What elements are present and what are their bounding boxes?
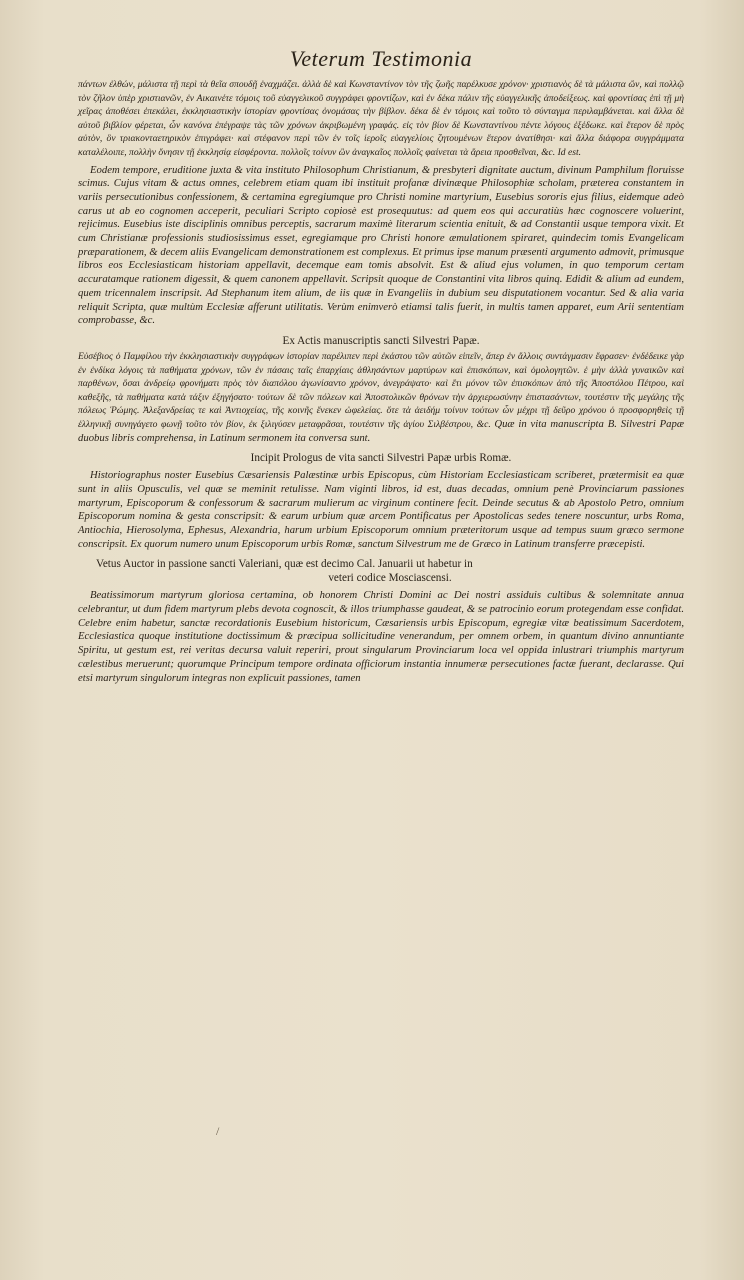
- section-heading-valeriani: [96, 557, 684, 585]
- latin-intro-2: Quæ in vita manuscripta B. Silvestri Papæ duobus libris comprehensa, in Latinum sermonem ita conversa sunt.: [78, 417, 684, 444]
- section-heading-prologus: Incipit Prologus de vita sancti Silvestri Papæ urbis Romæ.: [250, 452, 512, 465]
- latin-paragraph-1: Eodem tempore, eruditione juxta & vita instituto Philosophum Christianum, & presbyteri dignitate auctum, divinum Pamphilum floruisse scimus. Cujus vitam & actus omnes, celebrem etiam quam ibi instituit profanæ divinæque Philosophiæ scholam, præterea constantem in variis persecutionibus confessionem, & certamina egregiumque pro Christi nomine martyrium, Eusebius sororis ejus filius, eidemque adeò carus ut ab eo cognomen acceperit, peculiari Scripto copiosè est prosequutus: ad quem eos qui accuratiùs hæc cognoscere voluerint, rejicimus. Eusebius iste disciplinis omnibus perceptis, sacrarum maximè literarum scientia enituit, & ad Constantii usque tempora vixit. Et cum Christianæ professionis studiosissimus esset, egregiamque pro Christi honore æmulationem spiraret, quindecim tomis Evangelicam præparationem, & decem aliis Evangelicam demonstrationem est complexus. Et primus ipse manum præsenti argumento admovit, primusque libros eos Ecclesiasticam historiam appellavit, decemque eam tomis absolvit. Est & aliud ejus volumen, in quo temporum certam accuratamque rationem digessit, & quem canonem appellavit. Scripsit quoque de Constantini vita libros quinq. Edidit & alium ad eundem, quem tricennalem inscripsit. Ad Stephanum item alium, de iis quæ in Evangeliis in dubium seu disputationem vocantur. Sed & alia varia reliquit Scripta, quæ multùm Ecclesiæ afferunt utilitatis. Verùm enimverò etiamsi talis fuerit, in multis tamen apparet, eum Arii sententiam comprobasse, &c.: [78, 163, 684, 327]
- page-content: [78, 46, 684, 685]
- latin-paragraph-valeriani: Beatissimorum martyrum gloriosa certamina, ob honorem Christi Domini ac Dei nostri assiduis cultibus & solemnitate annua celebrantur, ut dum fidem martyrum plebs devota cognoscit, & illos triumphasse gaudeat, & se patrocinio eorum protegendam esse confidat. Celebre enim habetur, sanctæ recordationis Eusebium historicum, Cæsariensis urbis Episcopum, egregiæ vitæ beatissimum Sacerdotem, Ecclesiastica quoque institutione doctissimum & præcipua sollicitudine venerandum, per omnem orbem, in quantum divino annuntiante Spiritu, ut gestum est, rei veritas decursa valuit reperiri, prout singularum Provinciarum loca vel oppida inlustrari triumphis martyrum cælestibus meruerunt; quorumque Principum tempore ordinata officiorum instantia innumeræ persecutiones factæ fuerant, declarasse. Qui etsi martyrum singulorum integras non explicuit passiones, tamen: [78, 589, 684, 684]
- section-heading-silvestri-acta: Ex Actis manuscriptis sancti Silvestri Papæ.: [282, 335, 480, 347]
- greek-paragraph-2: [78, 350, 684, 445]
- greek-text-2: Εὐσέβιος ὁ Παμφίλου τὴν ἐκκλησιαστικὴν συγγράφων ἱστορίαν παρέλιπεν περὶ ἐκάστου τῶν αὐτῶν εἰπεῖν, ἅπερ ἐν ἄλλοις συντάγμασιν ἔφρασεν· ἐνδέδεικε γὰρ ἐν ἐνδίκα λόγοις τὰ παθήματα χρόνων, τῶν ἐν πάσαις ταῖς ἐπαρχίαις ἀθλησάντων μαρτύρων καὶ ἐπισκόπων, καὶ ὁμολογητῶν. ἐ μὴν ἀλλὰ γυναικῶν καὶ παρθένων, ὅσαι ἀνδρείῳ φρονήματι πρὸς τὸν διαπόλου ἀγωνίσαντο χρόνον, ἀνεγράψατο· καὶ ἔτι μόνον τῶν ἐπισκόπων ἀπὸ τῆς Ἀποστόλου Πέτρου, καὶ καθεξῆς, τὰ παθήματα κατὰ τάξιν ἐξηγήσατο· τούτων δὲ τῶν πόλεων καὶ Ἀποστολικῶν θρόνων τὴν ἀρχιερωσύνην ἐπιστασάντων, τουτέστιν τῆς μεγάλης τῆς πόλεως Ῥώμης. Ἀλεξανδρείας τε καὶ Ἀντιοχείας, τῆς κοινῆς ἕνεκεν ὠφελείας. ὅτε τὰ ἀειδήμ τοίνυν τούτων ὧν μέχρι τῇ δεῦρο χρόνου ὁ προσφορηθεὶς τῇ ἑλληνικῇ συνηγάγετο φωνῇ τοῦτο τὸν βίον, ἐκ ξιλιγύσεν μεταφρᾶσαι, τουτέστιν τῆς ἁγίου Σιλβέστρου, &c.: [78, 351, 684, 430]
- greek-paragraph-1: πάντων ἐλθών, μάλιστα τῇ περὶ τὰ θεῖα σπουδῇ ἐναχμάζει. ἀλλὰ δὲ καὶ Κωνσταντίνον τὸν τῆς ζωῆς παρέλκυσε χρόνον· χριστιανὸς δὲ τὰ μάλιστα ὤν, καὶ πολλῷ τὸν ζῆλον ὑπὲρ χριστιανῶν, ἐν Αικαινέτε τόμοις τοῦ εὐαγγελικοῦ συγγράφει φροντίζων, καὶ ἐν δέκα πάλιν τῆς εὐαγγελικῆς ἀποδείξεως. καὶ φροντίσας ἐπὶ τῇ μὴ χεῖρας ἀποθέσει ἐπεκάλει, ἐκκλησιαστικὴν ἱστορίαν φροντίσας ὀνομάσας τὴν βίβλον. δέκα δὲ ἐν τόμοις καὶ τοῦτο τὸ σύνταγμα περιλαμβάνεται. καὶ ἄλλα δὲ αὐτοῦ βιβλίον φέρεται, ὧν κανόνα ἐπέγραψε τὰς τῶν χρόνων ἀκριβωμένη γραφάς. εἰς τὸν βίον δὲ Κωνσταντίνου πέντε λόγους ἐξέδωκε. καὶ ἕτερον δὲ πρὸς αὐτὸν, ὃν τριακονταετηρικὸν ἐπιγράφει· καὶ στέφανον περὶ τῶν ἐν τοῖς ἱεροῖς εὐαγγελίοις ζητουμένων ἕτερον ἀνατίθησι· καὶ ἄλλα διάφορα συγγράμματα καταλέλοιπε, πολλὴν ὄνησιν τῇ ἐκκλησίᾳ εἰσφέροντα. πολλοῖς τοίνυν ὢν ἀναγκαῖος πολλοῖς φαίνεται τὰ ἄρεια προσθεῖναι, &c. Id est.: [78, 79, 684, 158]
- section-heading-valeriani-line1: Vetus Auctor in passione sancti Valeriani, quæ est decimo Cal. Januarii ut habetur in: [96, 558, 473, 571]
- running-title: Veterum Testimonia: [289, 46, 473, 71]
- greek-block-2: [78, 350, 684, 445]
- latin-paragraph-prologus: Historiographus noster Eusebius Cæsariensis Palæstinæ urbis Episcopus, cùm Historiam Ecclesiasticam scriberet, prætermisit ea quæ sunt in aliis Opusculis, vel quæ se meminit retulisse. Nam viginti libros, id est, duas decadas, omnium penè Provinciarum passiones martyrum, Episcoporum & confessorum & sacrarum mulierum ac virginum continere fecit. Deinde secutus & ab Apostolo Petro, omnium Episcoporum nomina & gesta conscripsit: & earum urbium quæ arcem Pontificatus per Apostolicas sedes tenere noscuntur, urbs Roma, Antiochia, Hierosolyma, Ephesus, Alexandria, harum urbium Episcoporum omnium præteritorum usque ad tempus suum græco sermone conscripsit. Ex quorum numero unum Episcoporum urbis Romæ, sanctum Silvestrum me de Græco in Latinum transferre præcepisti.: [78, 469, 684, 550]
- section-heading-valeriani-line2: veteri codice Mosciascensi.: [328, 572, 452, 585]
- margin-mark: /: [216, 1124, 220, 1138]
